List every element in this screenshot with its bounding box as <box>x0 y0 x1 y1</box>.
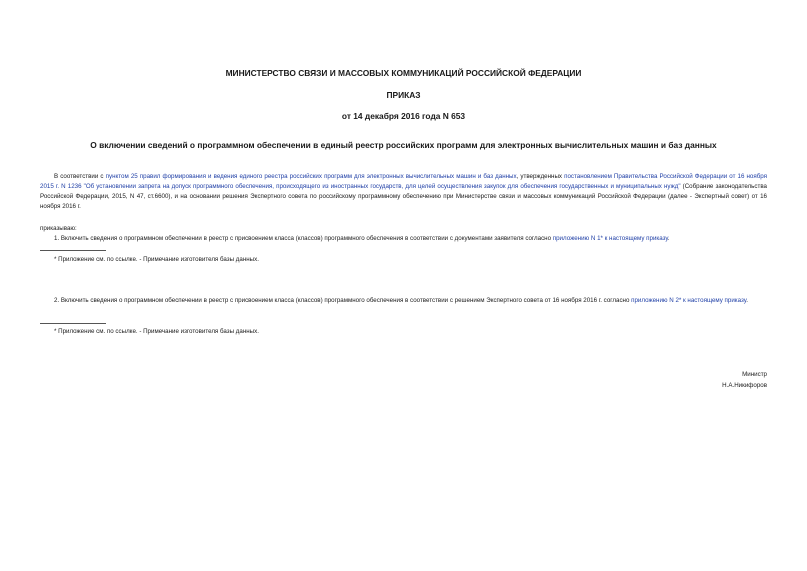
footnote-separator-1 <box>40 250 106 251</box>
footnote-2: * Приложение см. по ссылке. - Примечание изготовителя базы данных. <box>54 328 259 335</box>
order-item-1 <box>54 234 670 244</box>
preamble-text-1: В соответствии с <box>54 173 106 180</box>
order-word: приказываю: <box>40 225 77 232</box>
preamble-text-3: (Собрание законодательства Российской Федерации, 2015, N 47, ст.6600), и на основании решения Экспертного совета по российскому программному обеспечению при Министерстве связи и массовых коммуникаций Российской Федерации (далее - Экспертный совет) от 16 ноября 2016 г. <box>40 183 767 210</box>
item-1-end: . <box>667 235 670 242</box>
footnote-1: * Приложение см. по ссылке. - Примечание изготовителя базы данных. <box>54 256 259 263</box>
item-2-end: . <box>746 297 748 304</box>
document-title: О включении сведений о программном обеспечении в единый реестр российских программ для электронных вычислительных машин и баз данных <box>90 140 717 150</box>
date-number-heading: от 14 декабря 2016 года N 653 <box>341 111 466 121</box>
appendix-1-link[interactable]: приложению N 1* к настоящему приказу <box>552 235 668 242</box>
rules-link[interactable]: пунктом 25 правил формирования и ведения единого реестра российских программ для электронных вычислительных машин и баз данных <box>105 173 517 180</box>
preamble-text-2: , утвержденных <box>516 173 565 180</box>
government-decree-link[interactable]: постановлением Правительства Российской Федерации от 16 ноября 2015 г. N 1236 "Об установлении запрета на допуск программного обеспечения, происходящего из иностранных государств, для целей осуществления закупок для обеспечения государственных и муниципальных нужд" <box>40 173 767 190</box>
signature-name: Н.А.Никифоров <box>722 382 767 389</box>
doc-type-heading: ПРИКАЗ <box>386 90 421 100</box>
item-1-text: 1. Включить сведения о программном обеспечении в реестр с присвоением класса (классов) программного обеспечения в соответствии с документами заявителя согласно <box>54 235 553 242</box>
footnote-separator-2 <box>40 323 106 324</box>
preamble-paragraph <box>40 172 767 212</box>
appendix-2-link[interactable]: приложению N 2* к настоящему приказу <box>631 297 747 304</box>
order-item-2 <box>40 296 767 306</box>
item-2-text: 2. Включить сведения о программном обеспечении в реестр с присвоением класса (классов) программного обеспечения в соответствии с решением Экспертного совета от 16 ноября 2016 г. согласно <box>54 297 632 304</box>
ministry-heading: МИНИСТЕРСТВО СВЯЗИ И МАССОВЫХ КОММУНИКАЦИЙ РОССИЙСКОЙ ФЕДЕРАЦИИ <box>225 68 582 78</box>
signature-position: Министр <box>742 371 767 378</box>
